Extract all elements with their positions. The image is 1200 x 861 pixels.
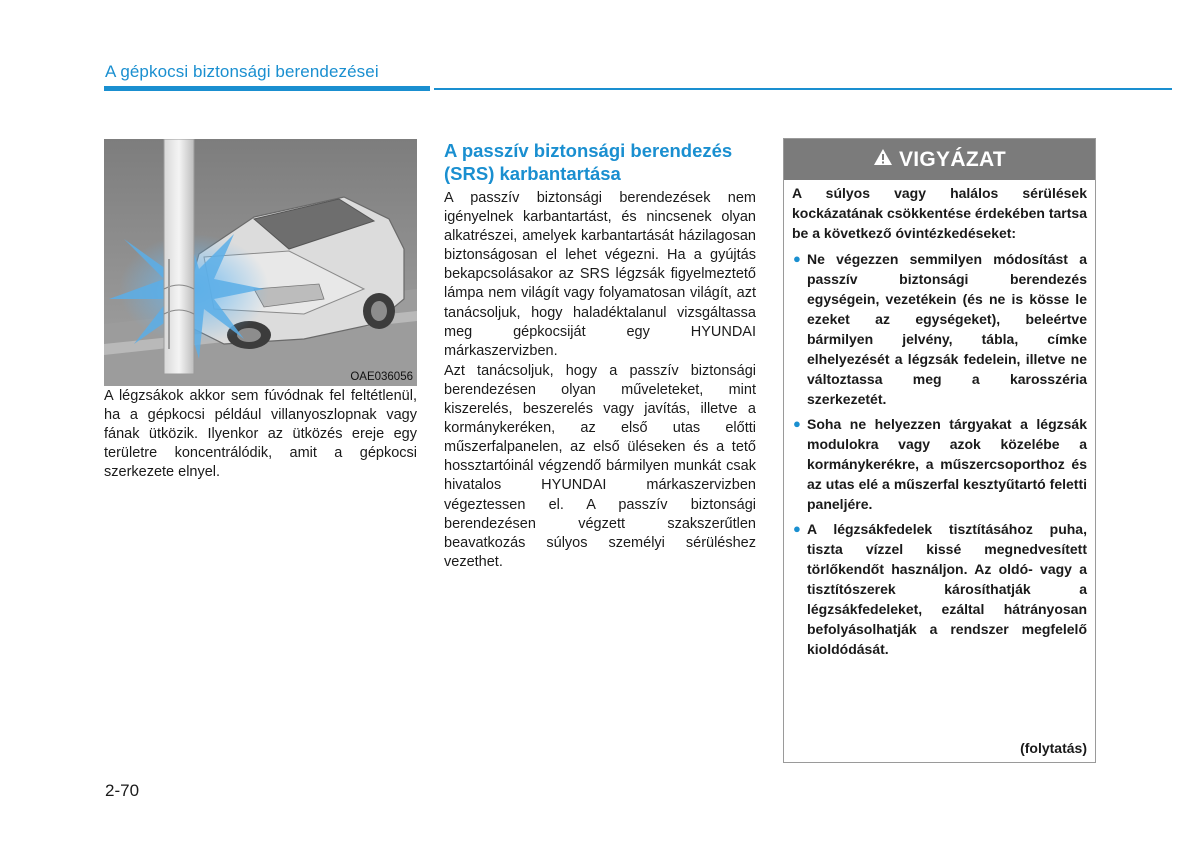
section-paragraph: Azt tanácsoljuk, hogy a passzív biztonsági berendezésen olyan műveleteket, mint kiszerelés, beszerelés vagy javítás, illetve a kormánykeréken, az első utas előtti műszerfalpanelen, az első üléseken és a tető hossztartóinál végzendő bármilyen munkát csak hivatalos HYUNDAI márkaszervizben végeztessen el. A passzív biztonsági berendezésen végzett szakszerűtlen beavatkozás súlyos személyi sérüléshez vezethet.: [444, 362, 756, 570]
continued-label: (folytatás): [1020, 740, 1087, 756]
warning-box: [783, 138, 1096, 763]
warning-triangle-icon: [873, 148, 893, 172]
section-heading: A passzív biztonsági berendezés (SRS) karbantartása: [444, 140, 733, 184]
warning-intro: A súlyos vagy halálos sérülések kockázatának csökkentése érdekében tartsa be a következő óvintézkedéseket:: [792, 185, 1087, 241]
warning-item: ● Ne végezzen semmilyen módosítást a passzív biztonsági berendezés egységein, vezetékein (és ne is kösse le ezeket az egységeket), beleértve bármilyen jelvény, tábla, címke elhelyezését a légzsák fedelein, illetve ne változtassa meg a karosszéria szerkezetét.: [793, 251, 1087, 407]
warning-item: ● A légzsákfedelek tisztításához puha, tiszta vízzel kissé megnedvesített törlőkendőt használjon. Az oldó- vagy a tisztítószerek károsíthatják a légzsákfedeleket, ezáltal hátrányosan befolyásolhatják a rendszer megfelelő kioldódását.: [793, 521, 1087, 657]
bullet-icon: ●: [793, 416, 801, 431]
warning-title: VIGYÁZAT: [898, 147, 1006, 171]
car-pole-drawing: [104, 139, 417, 386]
header-rule-thick: [104, 86, 430, 91]
chapter-title: A gépkocsi biztonsági berendezései: [105, 62, 379, 81]
page-number: 2-70: [105, 781, 140, 800]
warning-header: [784, 139, 1095, 180]
section-paragraph: A passzív biztonsági berendezések nem igényelnek karbantartást, és nincsenek olyan alkatrészei, amelyek karbantartását házilagosan biztonságosan el lehet végezni. Ha a gyújtás bekapcsolásakor az SRS légzsák figyelmeztető lámpa nem világít vagy folyamatosan világít, azt tanácsoljuk, hogy haladéktalanul vizsgáltassa meg gépkocsiját egy HYUNDAI márkaszervizben.: [444, 190, 756, 359]
warning-item: ● Soha ne helyezzen tárgyakat a légzsák modulokra vagy azok közelébe a kormánykerékre, a műszercsoporthoz és az utas elé a műszerfal kesztyűtartó feletti paneljére.: [793, 416, 1087, 512]
collision-illustration: [104, 139, 417, 386]
warning-list: [792, 249, 1087, 659]
figure-code: OAE036056: [350, 371, 413, 383]
figure-caption: A légzsákok akkor sem fúvódnak fel feltétlenül, ha a gépkocsi például villanyoszlopnak vagy fának ütközik. Ilyenkor az ütközés ereje egy területre koncentrálódik, amit a gépkocsi szerkezete elnyel.: [104, 388, 417, 481]
header-rule-thin: [434, 88, 1172, 90]
section-body: [444, 189, 756, 573]
bullet-icon: ●: [793, 251, 801, 266]
bullet-icon: ●: [793, 521, 801, 536]
